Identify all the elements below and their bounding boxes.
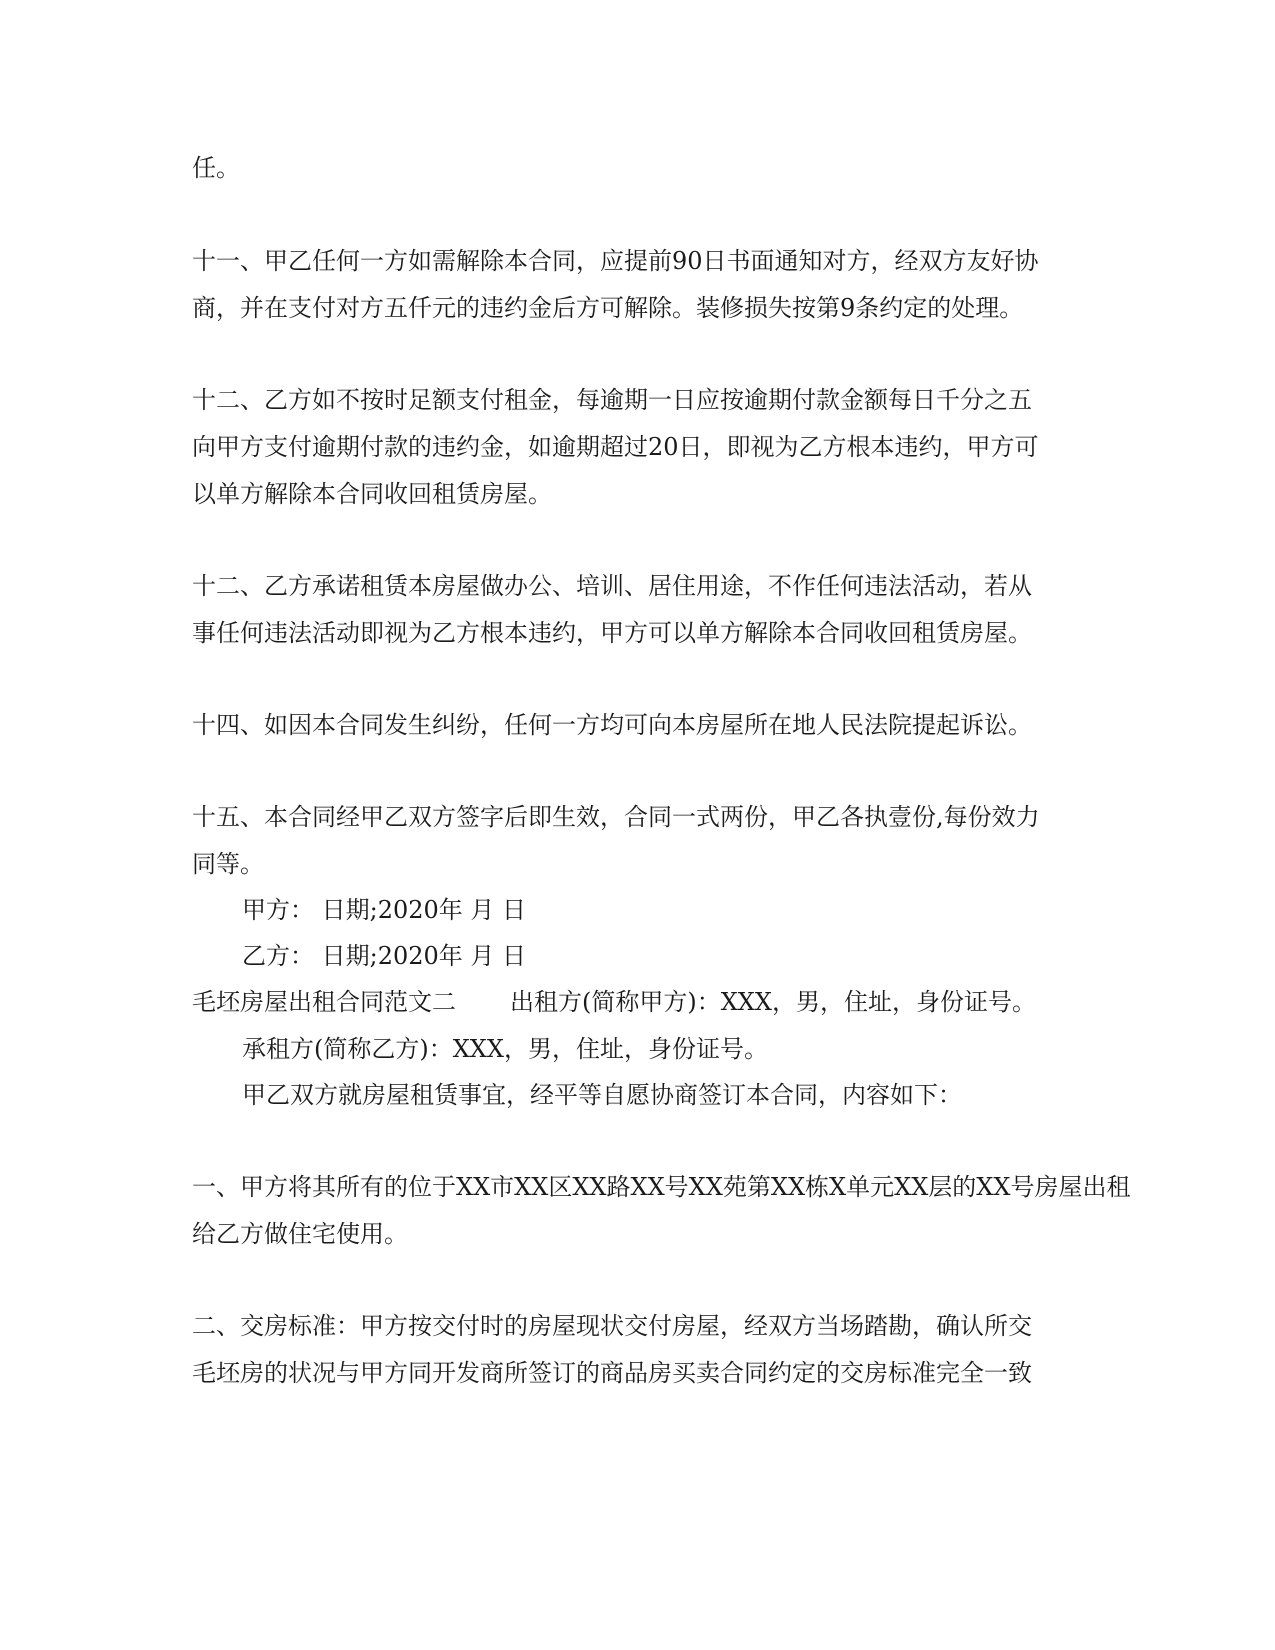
clause-1-line-1: 一、甲方将其所有的位于XX市XX区XX路XX号XX苑第XX栋X单元XX层的XX号房屋出租 xyxy=(192,1173,1131,1201)
clause-11-line-1: 十一、甲乙任何一方如需解除本合同，应提前90日书面通知对方，经双方友好协 xyxy=(192,247,1039,275)
clause-12b-line-1: 十二、乙方承诺租赁本房屋做办公、培训、居住用途，不作任何违法活动，若从 xyxy=(192,572,1032,600)
clause-12b-line-2: 事任何违法活动即视为乙方根本违约，甲方可以单方解除本合同收回租赁房屋。 xyxy=(192,619,1032,647)
clause-12a-line-3: 以单方解除本合同收回租赁房屋。 xyxy=(192,480,552,508)
clause-15-line-2: 同等。 xyxy=(192,850,264,878)
lessee-info: 承租方(简称乙方)：XXX，男，住址，身份证号。 xyxy=(242,1035,768,1063)
paragraph-continuation: 任。 xyxy=(192,154,240,182)
clause-12a-line-2: 向甲方支付逾期付款的违约金，如逾期超过20日，即视为乙方根本违约，甲方可 xyxy=(192,433,1039,461)
clause-2-line-2: 毛坯房的状况与甲方同开发商所签订的商品房买卖合同约定的交房标准完全一致 xyxy=(192,1359,1032,1387)
clause-14: 十四、如因本合同发生纠纷，任何一方均可向本房屋所在地人民法院提起诉讼。 xyxy=(192,711,1032,739)
signature-party-a: 甲方： 日期;2020年 月 日 xyxy=(242,896,527,924)
clause-15-line-1: 十五、本合同经甲乙双方签字后即生效，合同一式两份，甲乙各执壹份,每份效力 xyxy=(192,803,1040,831)
clause-12a-line-1: 十二、乙方如不按时足额支付租金，每逾期一日应按逾期付款金额每日千分之五 xyxy=(192,386,1032,414)
lessor-info: 出租方(简称甲方)：XXX，男，住址，身份证号。 xyxy=(510,988,1036,1016)
contract-intro: 甲乙双方就房屋租赁事宜，经平等自愿协商签订本合同，内容如下： xyxy=(242,1081,962,1109)
clause-1-line-2: 给乙方做住宅使用。 xyxy=(192,1220,408,1248)
second-contract-line xyxy=(192,986,1036,1018)
clause-2-line-1: 二、交房标准：甲方按交付时的房屋现状交付房屋，经双方当场踏勘，确认所交 xyxy=(192,1312,1032,1340)
second-contract-title: 毛坯房屋出租合同范文二 xyxy=(192,988,456,1016)
signature-party-b: 乙方： 日期;2020年 月 日 xyxy=(242,942,527,970)
clause-11-line-2: 商，并在支付对方五仟元的违约金后方可解除。装修损失按第9条约定的处理。 xyxy=(192,294,1024,322)
